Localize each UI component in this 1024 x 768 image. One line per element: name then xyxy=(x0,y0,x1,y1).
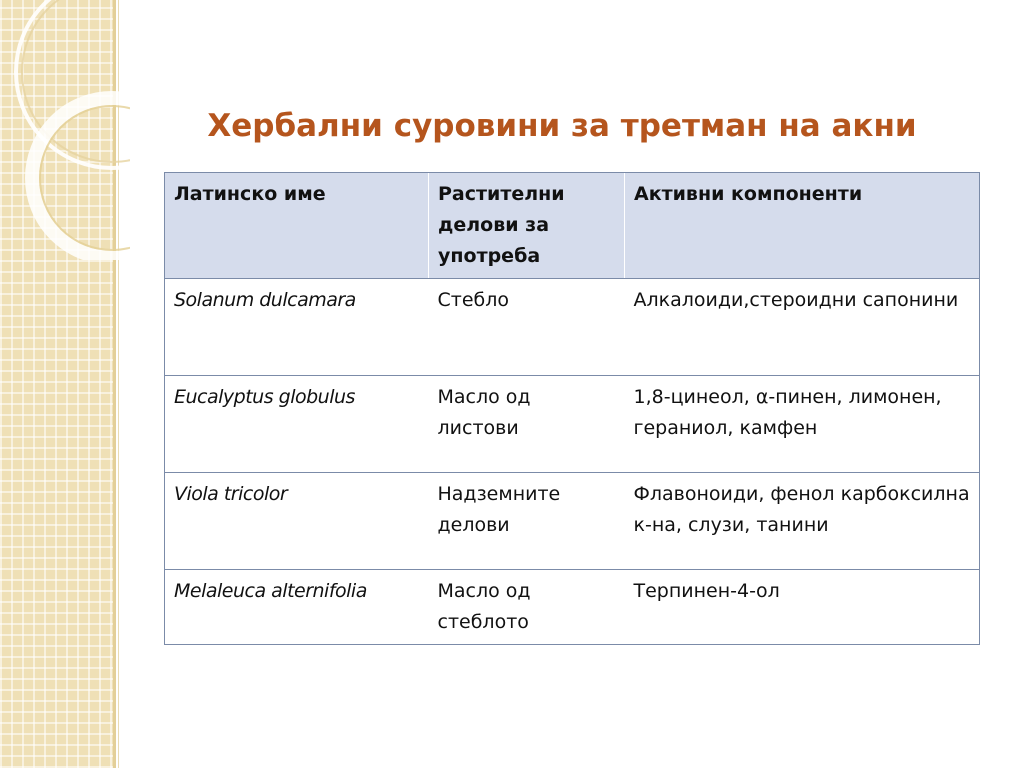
cell-plant-part: Надземните делови xyxy=(429,473,625,570)
cell-latin-name: Viola tricolor xyxy=(165,473,429,570)
cell-latin-name: Solanum dulcamara xyxy=(165,279,429,376)
cell-plant-part: Масло од стеблото xyxy=(429,570,625,645)
cell-components: 1,8-цинеол, α-пинен, лимонен, гераниол, камфен xyxy=(625,376,980,473)
table-row xyxy=(165,570,980,645)
cell-plant-part: Стебло xyxy=(429,279,625,376)
cell-components: Терпинен-4-ол xyxy=(625,570,980,645)
table-header-row xyxy=(165,173,980,279)
table-row xyxy=(165,473,980,570)
cell-components: Алкалоиди,стероидни сапонини xyxy=(625,279,980,376)
table-row xyxy=(165,279,980,376)
slide-title: Хербални суровини за третман на акни xyxy=(207,108,917,144)
herbs-table xyxy=(164,172,980,645)
cell-components: Флавоноиди, фенол карбоксилна к-на, слузи, танини xyxy=(625,473,980,570)
table-row xyxy=(165,376,980,473)
cell-plant-part: Масло од листови xyxy=(429,376,625,473)
cell-latin-name: Melaleuca alternifolia xyxy=(165,570,429,645)
header-latin-name: Латинско име xyxy=(165,173,429,279)
header-plant-parts: Растителни делови за употреба xyxy=(429,173,625,279)
header-active-components: Активни компоненти xyxy=(625,173,980,279)
cell-latin-name: Eucalyptus globulus xyxy=(165,376,429,473)
